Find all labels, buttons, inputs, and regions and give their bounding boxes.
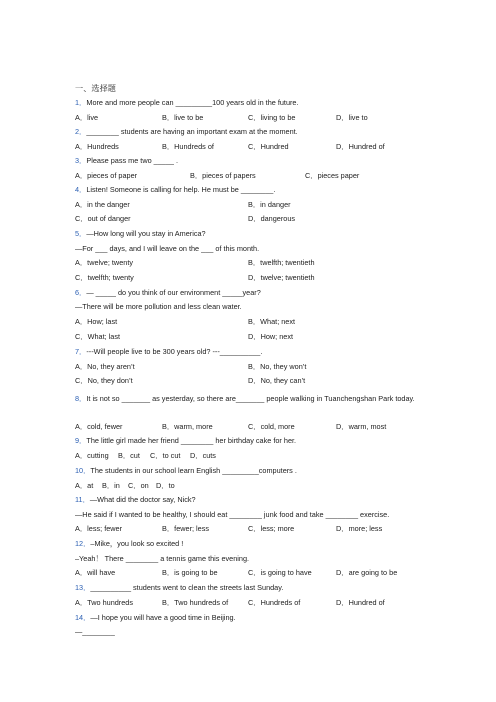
option-d: D．Hundred of — [336, 142, 385, 151]
option-b: B．Hundreds of — [162, 142, 214, 151]
question-5 — [75, 229, 206, 238]
question-stem: It is not so _______ as yesterday, so there are_______ people walking in Tuanchengshan Park today. — [86, 394, 415, 403]
question-stem: –Mike，you look so excited ! — [90, 539, 184, 548]
question-stem: — _____ do you think of our environment _____year? — [86, 288, 261, 297]
option-d: D．more; less — [336, 524, 383, 533]
option-c: C．Hundreds of — [248, 598, 301, 607]
option-d: D．to — [156, 481, 175, 490]
section-heading: 一、选择题 — [75, 84, 116, 93]
option-d: D．are going to be — [336, 568, 398, 577]
question-number: 13． — [75, 583, 91, 592]
option-a: A．Hundreds — [75, 142, 119, 151]
option-b: B．is going to be — [162, 568, 218, 577]
question-number: 9． — [75, 436, 87, 445]
option-c: C．living to be — [248, 113, 296, 122]
question-extra: –Yeah！ There ________ a tennis game this evening. — [75, 554, 250, 563]
question-stem: —How long will you stay in America? — [86, 229, 206, 238]
option-d: D．warm, most — [336, 422, 387, 431]
option-c: C．Hundred — [248, 142, 289, 151]
question-number: 4． — [75, 185, 87, 194]
question-number: 7． — [75, 347, 87, 356]
question-stem: —I hope you will have a good time in Beijing. — [90, 613, 236, 622]
question-number: 5． — [75, 229, 87, 238]
option-d: D．dangerous — [248, 214, 296, 223]
question-number: 3． — [75, 156, 87, 165]
question-10 — [75, 466, 297, 475]
question-11 — [75, 495, 196, 504]
question-12 — [75, 539, 183, 548]
option-b: B．in — [102, 481, 120, 490]
option-a: A．in the danger — [75, 200, 130, 209]
question-2 — [75, 127, 298, 136]
question-extra: —For ___ days, and I will leave on the ___ of this month. — [75, 244, 260, 253]
option-c: C．twelfth; twenty — [75, 273, 134, 282]
option-a: A．at — [75, 481, 94, 490]
question-9 — [75, 436, 296, 445]
question-number: 12． — [75, 539, 91, 548]
question-14 — [75, 613, 236, 622]
option-a: A．pieces of paper — [75, 171, 138, 180]
option-a: A．less; fewer — [75, 524, 123, 533]
option-b: B．What; next — [248, 317, 296, 326]
option-b: B．pieces of papers — [190, 171, 256, 180]
question-number: 6． — [75, 288, 87, 297]
option-b: B．No, they won’t — [248, 362, 307, 371]
question-1 — [75, 98, 299, 107]
option-d: D．cuts — [190, 451, 216, 460]
option-d: D．live to — [336, 113, 368, 122]
option-b: B．twelfth; twentieth — [248, 258, 315, 267]
question-stem: The students in our school learn English _________computers . — [90, 466, 297, 475]
question-stem: ________ students are having an important exam at the moment. — [86, 127, 298, 136]
option-d: D．Hundred of — [336, 598, 385, 607]
question-3 — [75, 156, 178, 165]
question-6 — [75, 288, 261, 297]
question-8 — [75, 391, 425, 406]
option-c: C．on — [128, 481, 149, 490]
option-a: A．cutting — [75, 451, 109, 460]
question-number: 1． — [75, 98, 87, 107]
question-number: 14． — [75, 613, 91, 622]
option-b: B．live to be — [162, 113, 204, 122]
answer-blank: —________ — [75, 627, 115, 636]
option-c: C．to cut — [150, 451, 181, 460]
question-number: 11． — [75, 495, 90, 504]
option-a: A．live — [75, 113, 99, 122]
option-c: C．cold, more — [248, 422, 295, 431]
option-a: A．No, they aren’t — [75, 362, 135, 371]
option-c: C．is going to have — [248, 568, 312, 577]
question-13 — [75, 583, 283, 592]
option-a: A．will have — [75, 568, 116, 577]
option-a: A．twelve; twenty — [75, 258, 133, 267]
question-4 — [75, 185, 275, 194]
option-a: A．Two hundreds — [75, 598, 134, 607]
option-c: C．less; more — [248, 524, 295, 533]
question-stem: Listen! Someone is calling for help. He must be ________. — [86, 185, 276, 194]
question-stem: More and more people can _________100 years old in the future. — [86, 98, 299, 107]
option-b: B．Two hundreds of — [162, 598, 229, 607]
option-c: C．What; last — [75, 332, 121, 341]
option-d: D．No, they can’t — [248, 376, 306, 385]
question-7 — [75, 347, 262, 356]
question-number: 10． — [75, 466, 91, 475]
option-b: B．warm, more — [162, 422, 213, 431]
question-extra: —He said if I wanted to be healthy, I should eat ________ junk food and take ________ exercise. — [75, 510, 390, 519]
question-stem: —What did the doctor say, Nick? — [89, 495, 196, 504]
option-d: D．twelve; twentieth — [248, 273, 315, 282]
option-a: A．How; last — [75, 317, 118, 326]
option-c: C．pieces paper — [305, 171, 360, 180]
option-b: B．in danger — [248, 200, 291, 209]
question-extra: —There will be more pollution and less clean water. — [75, 302, 242, 311]
question-stem: Please pass me two _____ . — [86, 156, 179, 165]
option-a: A．cold, fewer — [75, 422, 123, 431]
question-number: 2． — [75, 127, 87, 136]
question-stem: __________ students went to clean the streets last Sunday. — [90, 583, 284, 592]
question-stem: The little girl made her friend ________ her birthday cake for her. — [86, 436, 297, 445]
option-c: C．No, they don’t — [75, 376, 133, 385]
option-b: B．fewer; less — [162, 524, 210, 533]
question-stem: ---Will people live to be 300 years old? ---__________. — [86, 347, 263, 356]
option-c: C．out of danger — [75, 214, 131, 223]
option-d: D．How; next — [248, 332, 294, 341]
option-b: B．cut — [118, 451, 140, 460]
question-number: 8． — [75, 394, 87, 403]
